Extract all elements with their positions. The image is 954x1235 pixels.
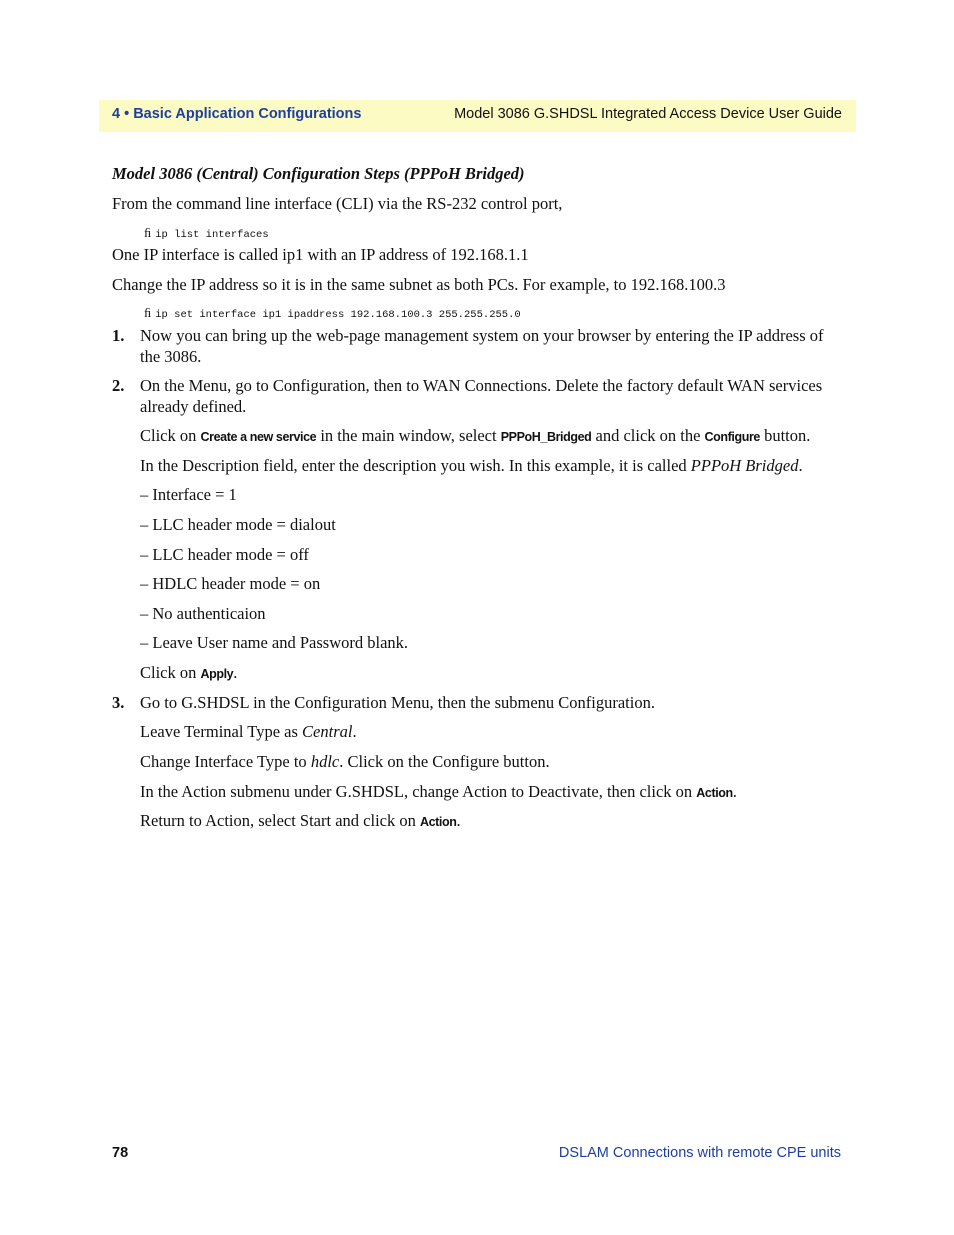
terminal-type-value: Central xyxy=(302,722,353,741)
setting-item: – No authenticaion xyxy=(140,604,266,623)
text-run: Click on xyxy=(140,663,201,682)
configure-ui-label: Configure xyxy=(704,430,760,444)
text-run: . Click on the Configure button. xyxy=(339,752,550,771)
chapter-title: 4 • Basic Application Configurations xyxy=(112,106,362,122)
text-run: . xyxy=(732,782,737,801)
page-number: 78 xyxy=(112,1145,129,1161)
description-instruction xyxy=(140,455,803,476)
step2-line2: already defined. xyxy=(140,397,247,416)
step1-line1: Now you can bring up the web-page management system on your browser by entering the IP address of xyxy=(140,326,824,345)
text-run: in the main window, select xyxy=(316,426,501,445)
step-number: 1. xyxy=(112,326,125,345)
command-arrow-icon: ﬁ xyxy=(144,305,152,320)
setting-item: – Interface = 1 xyxy=(140,485,237,504)
intro-paragraph: From the command line interface (CLI) via the RS-232 control port, xyxy=(112,194,563,213)
text-run: . xyxy=(233,663,238,682)
text-run: Return to Action, select Start and click on xyxy=(140,811,420,830)
interface-type-value: hdlc xyxy=(310,752,340,771)
apply-instruction xyxy=(140,662,237,685)
text-run: . xyxy=(352,722,357,741)
text-run: Change Interface Type to xyxy=(140,752,311,771)
change-ip-paragraph: Change the IP address so it is in the same subnet as both PCs. For example, to 192.168.100.3 xyxy=(112,275,726,294)
apply-ui-label: Apply xyxy=(200,667,234,681)
step-number: 2. xyxy=(112,376,125,395)
setting-item: – LLC header mode = off xyxy=(140,545,309,564)
create-service-instruction xyxy=(140,425,810,448)
step1-line2: the 3086. xyxy=(140,347,202,366)
cli-command-text: ip set interface ip1 ipaddress 192.168.100.3 255.255.255.0 xyxy=(155,309,521,321)
running-header xyxy=(99,100,856,132)
text-run: Click on xyxy=(140,426,201,445)
text-run: In the Description field, enter the description you wish. In this example, it is called xyxy=(140,456,691,475)
section-heading: Model 3086 (Central) Configuration Steps (PPPoH Bridged) xyxy=(112,164,525,183)
terminal-type-instruction xyxy=(140,721,357,742)
cli-command-1 xyxy=(144,226,269,242)
setting-item: – HDLC header mode = on xyxy=(140,574,321,593)
text-run: Leave Terminal Type as xyxy=(140,722,303,741)
step-number: 3. xyxy=(112,693,125,712)
cli-command-2 xyxy=(144,306,521,322)
text-run: button. xyxy=(759,426,811,445)
setting-item: – Leave User name and Password blank. xyxy=(140,633,409,652)
text-run: and click on the xyxy=(591,426,705,445)
guide-title: Model 3086 G.SHDSL Integrated Access Device User Guide xyxy=(454,106,842,122)
ip1-paragraph: One IP interface is called ip1 with an IP address of 192.168.1.1 xyxy=(112,245,529,264)
deactivate-instruction xyxy=(140,781,737,804)
action-ui-label: Action xyxy=(696,786,733,800)
cli-command-text: ip list interfaces xyxy=(155,229,269,241)
footer-section-title: DSLAM Connections with remote CPE units xyxy=(558,1145,841,1161)
command-arrow-icon: ﬁ xyxy=(144,225,152,240)
description-example: PPPoH Bridged xyxy=(690,456,799,475)
text-run: . xyxy=(798,456,803,475)
text-run: In the Action submenu under G.SHDSL, change Action to Deactivate, then click on xyxy=(140,782,697,801)
action-ui-label: Action xyxy=(419,815,457,829)
create-service-ui-label: Create a new service xyxy=(200,430,317,444)
interface-type-instruction xyxy=(140,751,550,772)
step3-line1: Go to G.SHDSL in the Configuration Menu, then the submenu Configuration. xyxy=(140,693,655,712)
step2-line1: On the Menu, go to Configuration, then to WAN Connections. Delete the factory default WAN services xyxy=(140,376,823,395)
text-run: . xyxy=(456,811,461,830)
start-instruction xyxy=(140,810,461,833)
pppoh-bridged-ui-label: PPPoH_Bridged xyxy=(500,430,592,444)
setting-item: – LLC header mode = dialout xyxy=(140,515,336,534)
